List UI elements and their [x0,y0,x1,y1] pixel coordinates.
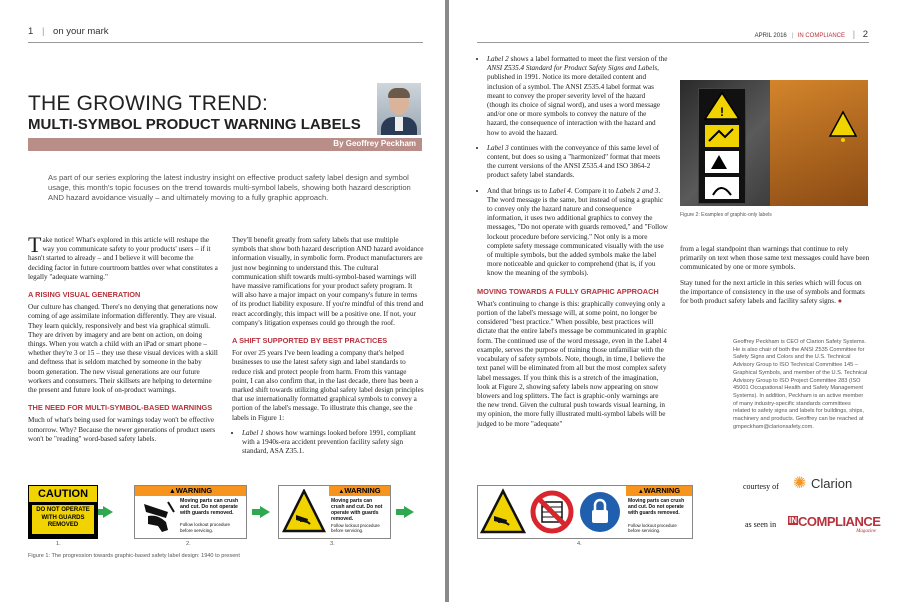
label-4-signal-word: WARNING [643,486,681,495]
paragraph-stay-tuned [680,279,870,307]
author-photo [377,83,421,135]
bullet-label-2 [487,55,669,138]
end-mark-icon: ● [837,297,843,306]
seen-in-text: as seen in [745,520,777,529]
author-byline: By Geoffrey Peckham [333,139,416,148]
bullet-label-4 [487,187,669,279]
figure-2-caption: Figure 2: Examples of graphic-only labels [680,212,772,218]
section-name: on your mark [53,26,109,37]
label-3-harmonized [278,485,391,539]
label-3-header: ▲WARNING [329,486,390,496]
clarion-logo [793,472,873,494]
labels-2-3-emphasis: Labels 2 and 3 [615,186,659,195]
label-4-header: ▲WARNING [626,486,692,496]
hazard-triangle-icon [282,489,326,535]
paragraph-need: Much of what's being used for warnings today won't be effective tomorrow. Why? Because the newer generations of product users won't be "reading" word-based safety labels. [28,416,216,443]
paragraph-rising: Our culture has changed. There's no denying that generations now coming of age assimilate information differently. They are visual. They learn quickly, responsively and best via graphical stimuli. They are driven by imagery and are bent on action, on doing things. When you watch a child with an iPad or smart phone – whether they're 3 or 15 – they use these visual devices with a skill and deftness that is seldom matched by someone in the baby boom generation. The new visual generations are our future workers and consumers. Their skillsets are helping to determine the present and future look of on-product warnings. [28,303,218,395]
label-3-signal-word: WARNING [344,486,381,495]
right-column-2 [680,245,870,312]
arrow-3-stem [396,509,404,515]
label-2-text-a: shows a label formatted to meet the first version of the [508,55,668,63]
paragraph-benefit: They'll benefit greatly from safety labels that use multiple symbols that show both hazard description AND hazard avoidance information visually, in symbolic form. Product manufacturers are just now beginning to understand this. The cultural communication shift towards multi-symbol-based warnings will have massive ramifications for your product safety program. It will also have a major impact on your company's future in terms of its product liability exposure. If you're mindful of this trend and react accordingly, this impact will be a positive one. If not, your company's litigation expenses could go through the roof. [232,236,424,327]
incompliance-logo [788,514,881,538]
label-1-emphasis: Label 1 [242,428,264,437]
left-column-1 [28,232,218,450]
label-2-ansi [134,485,247,539]
title-line-1: THE GROWING TREND: [28,92,269,115]
label-bullets [232,429,424,457]
bullet-label-1 [242,429,424,457]
ansi-standard-name: ANSI Z535.4 Standard for Product Safety Signs and Labels [487,64,658,73]
crush-hand-icon [138,498,178,536]
label-3-text: Moving parts can crush and cut. Do not operate with guards removed. [331,498,383,522]
figure-number-1: 1. [56,541,61,547]
heading-shift: A SHIFT SUPPORTED BY BEST PRACTICES [232,336,388,346]
intro-paragraph: As part of our series exploring the latest industry insight on effective product safety label design and symbol usage, this month's topic focuses on the trend towards multi-symbol labels, showing both hazard description AND hazard avoidance visually – and ultimately moving to a fully graphic approach. [48,173,411,202]
label-4-text-a: And that brings us to [487,186,550,195]
page-number: 1 [28,26,34,37]
right-page-header: APRIL 2016 | IN COMPLIANCE | 2 [754,29,868,40]
heading-rising: A RISING VISUAL GENERATION [28,290,141,300]
arrow-1-icon [103,506,113,518]
label-3-emphasis: Label 3 [487,143,509,152]
opening-paragraph [28,232,218,282]
courtesy-text: courtesy of [743,482,779,491]
author-bio: Geoffrey Peckham is CEO of Clarion Safety Systems. He is also chair of both the ANSI Z535 Committee for Safety Signs and Colors and the U.S. Technical Advisory Group to ISO Technical Committee 145 – Graphical Symbols, and member of the U.S. Technical Advisory Group to ISO Project Committee 283 (ISO 45001 Occupational Health and Safety Management Systems). In addition, Peckham is an active member of many industry-specific standards committees related to safety signs and labels for buildings, ships, machinery and products. Geoffrey can be reached at gmpeckham@clarionsafety.com. [733,339,868,430]
title-line-2: MULTI-SYMBOL PRODUCT WARNING LABELS [28,116,361,133]
drop-cap: T [28,232,42,257]
graphic-only-label [698,88,746,204]
label-2-text-b: , published in 1991. Notice its more detailed content and inclusion of a symbol. The ANSI Z535.4 label format was meant to convey the proper severity level of the hazard (though its choice of signal word), and uses a word message and/or one or more symbols to convey the nature of the hazard, the consequence of interaction with the hazard and how to avoid the hazard. [487,64,661,137]
courtesy-line [743,482,779,491]
caution-header: CAUTION [29,486,97,502]
label-2-text: Moving parts can crush and cut. Do not operate with guards removed. [180,498,239,516]
figure-1-caption: Figure 1: The progression towards graphic-based safety label design: 1940 to present [28,553,240,559]
label-4-text-c: . The word message is the same, but instead of using a graphic to convey only the hazard nature and consequence information, it uses two additional graphics to convey the messages, "Do not operate with guards removed," and "Follow lockout procedure before servicing." Not only is a more complete safety message communicated visually with the use of multiple symbols, but the added symbols make the label more noticeable and quicker to comprehend (that is, if you know the meaning of the symbols). [487,186,668,278]
bullet-label-3 [487,144,669,181]
caution-body: DO NOT OPERATE WITH GUARDS REMOVED [32,505,94,534]
header-rule [28,42,423,43]
label-2-emphasis: Label 2 [487,55,509,63]
figure-number-2: 2. [186,541,191,547]
in-prefix: IN [789,516,797,525]
figure-number-4: 4. [577,541,582,547]
figure-2-photo [680,80,868,206]
heading-need: THE NEED FOR MULTI-SYMBOL-BASED WARNINGS [28,403,213,413]
label-4-text-b: . Compare it to [570,186,616,195]
compliance-wordmark: COMPLIANCE [798,514,881,529]
clarion-burst-icon: ✺ [793,473,807,492]
label-4-multi-symbol [477,485,693,539]
arrow-3-icon [404,506,414,518]
label-1-text: shows how warnings looked before 1991, compliant with a 1940s-era accident prevention facility safety sign standard, ASA Z35.1. [242,428,416,456]
magazine-sub: Magazine [856,529,876,534]
opening-text: ake notice! What's explored in this article will reshape the way you communicate safety to your products' users – if it hasn't started to already – and I believe it will become the deciding factor in future courtroom battles over what constitutes a legally "adequate warning." [28,236,218,281]
label-4-emphasis: Label 4 [549,186,571,195]
arrow-2-stem [252,509,260,515]
arrow-2-icon [260,506,270,518]
svg-text:!: ! [720,105,724,119]
label-2-subtext: Follow lockout procedure before servicing. [180,522,231,533]
left-column-2 [232,236,424,462]
clarion-wordmark: Clarion [811,476,853,491]
paragraph-legal: from a legal standpoint than warnings that continue to rely primarily on text when those same text messages could have been communicated by one or more symbols. [680,245,870,272]
left-page [0,0,445,602]
label-3-text: continues with the conveyance of this same level of content, but does so using a "harmonized" format that meets the current versions of the ANSI Z535.4 and ISO 3864-2 product safety label standards. [487,143,661,180]
right-page [449,0,898,602]
side-warning-icon [828,110,858,144]
issue-date: APRIL 2016 [754,33,787,39]
magazine-name: IN COMPLIANCE [797,33,846,39]
right-page-number: 2 [862,29,868,40]
label-2-header: ▲WARNING [135,486,246,496]
heading-moving: MOVING TOWARDS A FULLY GRAPHIC APPROACH [477,286,659,296]
label-4-subtext: Follow lockout procedure before servicing. [628,523,677,534]
hazard-triangle-icon [480,488,526,536]
arrow-1-stem [98,509,104,515]
lockout-icon [578,490,622,534]
author-bar [28,138,422,151]
stay-tuned-text: Stay tuned for the next article in this series which will focus on the importance of consistency in the use of symbols and formats for both product safety labels and facility safety signs. [680,278,865,306]
right-header-rule [477,42,869,43]
paragraph-shift: For over 25 years I've been leading a company that's helped businesses to use the latest safety sign and label standards to reduce risk and protect people from harm. From this vantage point, I can also confirm that, in the last decade, there has been a marked shift towards utilizing global safety label design principles that use internationally formatted graphical symbols to convey a portion of the label's message. To illustrate this change, see the labels in Figure 1: [232,349,424,422]
no-guard-removal-icon [530,490,574,534]
label-4-text: Moving parts can crush and cut. Do not operate with guards removed. [628,498,685,516]
right-column-1 [477,55,669,435]
article-title [28,92,361,133]
label-bullets-continued [477,55,669,279]
label-2-signal-word: WARNING [175,486,213,495]
page-header: 1 | on your mark [28,26,109,37]
label-1-caution [28,485,98,539]
figure-number-3: 3. [330,541,335,547]
seen-in-line [745,520,776,529]
label-3-subtext: Follow lockout procedure before servicing. [331,523,380,534]
paragraph-moving: What's continuing to change is this: graphically conveying only a portion of the label's message will, at some point, no longer be considered "best practice." When possible, best practices will dictate that the entire label's message be communicated in graphic form. The continued use of the word message, even in the Label 4 example, serves the purpose of training those unfamiliar with the vocabulary of safety symbols. Note, though, in time, I believe the text panel will be eliminated from all but the most complex safety label messages. If you think this is a stretch of the imagination, look at Figure 2, showing safety labels now appearing on snow blowers and log splitters. The fact is graphic-only warnings are the new trend. Given the cultural push towards visual learning, in my opinion, the more fully illustrated multi-symbol labels will be judged to be more "adequate" [477,299,667,428]
